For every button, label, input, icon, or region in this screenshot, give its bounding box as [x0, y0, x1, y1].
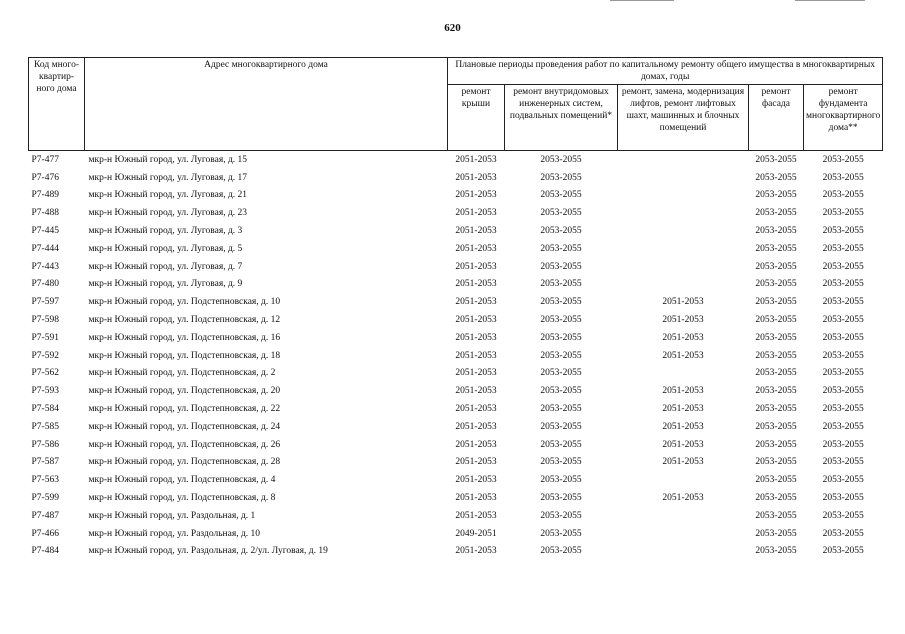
table-row — [29, 525, 883, 543]
cell-foundation: 2053-2055 — [822, 510, 864, 521]
cell-foundation: 2053-2055 — [822, 350, 864, 361]
cell-roof: 2051-2053 — [455, 350, 497, 361]
cell-address: мкр-н Южный город, ул. Подстепновская, д. 2 — [88, 368, 276, 379]
cell-address: мкр-н Южный город, ул. Раздольная, д. 10 — [88, 528, 261, 539]
cell-facade: 2053-2055 — [755, 386, 797, 397]
cell-roof: 2051-2053 — [455, 315, 497, 326]
cell-facade: 2053-2055 — [755, 510, 797, 521]
table-row — [29, 382, 883, 400]
cell-foundation: 2053-2055 — [822, 332, 864, 343]
cell-foundation: 2053-2055 — [822, 261, 864, 272]
cell-code: Р7-592 — [31, 350, 59, 361]
cell-lifts — [618, 507, 749, 525]
cell-address: мкр-н Южный город, ул. Луговая, д. 15 — [88, 154, 248, 165]
cell-facade: 2053-2055 — [755, 457, 797, 468]
cell-facade: 2053-2055 — [755, 208, 797, 219]
cell-facade: 2053-2055 — [755, 475, 797, 486]
cell-lifts: 2051-2053 — [662, 404, 704, 415]
cell-facade: 2053-2055 — [755, 528, 797, 539]
cell-facade: 2053-2055 — [755, 261, 797, 272]
cell-lifts — [618, 365, 749, 383]
cell-facade: 2053-2055 — [755, 172, 797, 183]
cell-facade: 2053-2055 — [755, 421, 797, 432]
table-row — [29, 276, 883, 294]
cell-lifts: 2051-2053 — [662, 421, 704, 432]
cell-code: Р7-480 — [31, 279, 59, 290]
table-row — [29, 187, 883, 205]
cell-facade: 2053-2055 — [755, 279, 797, 290]
cell-systems: 2053-2055 — [540, 279, 582, 290]
cell-roof: 2051-2053 — [455, 546, 497, 557]
cell-systems: 2053-2055 — [540, 457, 582, 468]
cell-address: мкр-н Южный город, ул. Раздольная, д. 2/ул. Луговая, д. 19 — [88, 546, 328, 557]
cell-systems: 2053-2055 — [540, 421, 582, 432]
cell-systems: 2053-2055 — [540, 404, 582, 415]
cell-address: мкр-н Южный город, ул. Подстепновская, д. 4 — [88, 475, 276, 486]
cell-facade: 2053-2055 — [755, 243, 797, 254]
cell-facade: 2053-2055 — [755, 154, 797, 165]
cell-roof: 2051-2053 — [455, 457, 497, 468]
cell-code: Р7-597 — [31, 297, 59, 308]
header-roof: ремонт крыши — [448, 85, 505, 151]
cell-foundation: 2053-2055 — [822, 154, 864, 165]
cell-foundation: 2053-2055 — [822, 493, 864, 504]
cell-foundation: 2053-2055 — [822, 315, 864, 326]
cell-foundation: 2053-2055 — [822, 421, 864, 432]
cell-lifts: 2051-2053 — [662, 386, 704, 397]
cell-code: Р7-563 — [31, 475, 59, 486]
cell-address: мкр-н Южный город, ул. Подстепновская, д. 26 — [88, 439, 281, 450]
cell-facade: 2053-2055 — [755, 190, 797, 201]
page-number: 620 — [444, 22, 461, 34]
cell-roof: 2051-2053 — [455, 475, 497, 486]
cell-code: Р7-484 — [31, 546, 59, 557]
table-row — [29, 222, 883, 240]
scan-artifact-line — [610, 0, 674, 1]
cell-roof: 2051-2053 — [455, 493, 497, 504]
cell-address: мкр-н Южный город, ул. Луговая, д. 23 — [88, 208, 248, 219]
cell-systems: 2053-2055 — [540, 261, 582, 272]
cell-lifts: 2051-2053 — [662, 297, 704, 308]
cell-code: Р7-562 — [31, 368, 59, 379]
cell-address: мкр-н Южный город, ул. Луговая, д. 3 — [88, 226, 243, 237]
table-row — [29, 204, 883, 222]
cell-lifts — [618, 151, 749, 169]
cell-code: Р7-593 — [31, 386, 59, 397]
cell-code: Р7-489 — [31, 190, 59, 201]
header-foundation: ремонт фундамента многоквартирного дома** — [804, 85, 883, 151]
cell-systems: 2053-2055 — [540, 190, 582, 201]
cell-facade: 2053-2055 — [755, 350, 797, 361]
cell-roof: 2051-2053 — [455, 297, 497, 308]
table-row — [29, 240, 883, 258]
cell-lifts — [618, 471, 749, 489]
cell-code: Р7-477 — [31, 154, 59, 165]
cell-systems: 2053-2055 — [540, 386, 582, 397]
cell-code: Р7-586 — [31, 439, 59, 450]
cell-facade: 2053-2055 — [755, 332, 797, 343]
cell-roof: 2051-2053 — [455, 279, 497, 290]
cell-address: мкр-н Южный город, ул. Подстепновская, д. 28 — [88, 457, 281, 468]
table-row — [29, 258, 883, 276]
cell-foundation: 2053-2055 — [822, 457, 864, 468]
cell-systems: 2053-2055 — [540, 546, 582, 557]
cell-roof: 2051-2053 — [455, 421, 497, 432]
cell-code: Р7-598 — [31, 315, 59, 326]
cell-address: мкр-н Южный город, ул. Подстепновская, д. 20 — [88, 386, 281, 397]
cell-systems: 2053-2055 — [540, 368, 582, 379]
table-row — [29, 293, 883, 311]
cell-facade: 2053-2055 — [755, 493, 797, 504]
cell-systems: 2053-2055 — [540, 297, 582, 308]
cell-address: мкр-н Южный город, ул. Подстепновская, д. 22 — [88, 404, 281, 415]
cell-code: Р7-488 — [31, 208, 59, 219]
table-row — [29, 489, 883, 507]
cell-foundation: 2053-2055 — [822, 226, 864, 237]
cell-roof: 2051-2053 — [455, 208, 497, 219]
cell-foundation: 2053-2055 — [822, 404, 864, 415]
cell-roof: 2051-2053 — [455, 190, 497, 201]
cell-roof: 2051-2053 — [455, 332, 497, 343]
table-row — [29, 329, 883, 347]
cell-address: мкр-н Южный город, ул. Подстепновская, д. 18 — [88, 350, 281, 361]
cell-foundation: 2053-2055 — [822, 297, 864, 308]
table-row — [29, 169, 883, 187]
table-row — [29, 454, 883, 472]
cell-lifts: 2051-2053 — [662, 439, 704, 450]
cell-lifts: 2051-2053 — [662, 350, 704, 361]
cell-foundation: 2053-2055 — [822, 439, 864, 450]
cell-systems: 2053-2055 — [540, 510, 582, 521]
cell-address: мкр-н Южный город, ул. Подстепновская, д. 24 — [88, 421, 281, 432]
cell-facade: 2053-2055 — [755, 226, 797, 237]
cell-lifts — [618, 276, 749, 294]
cell-systems: 2053-2055 — [540, 243, 582, 254]
cell-foundation: 2053-2055 — [822, 528, 864, 539]
cell-foundation: 2053-2055 — [822, 546, 864, 557]
cell-address: мкр-н Южный город, ул. Подстепновская, д. 16 — [88, 332, 281, 343]
cell-systems: 2053-2055 — [540, 154, 582, 165]
cell-code: Р7-599 — [31, 493, 59, 504]
cell-lifts — [618, 187, 749, 205]
cell-facade: 2053-2055 — [755, 439, 797, 450]
cell-lifts — [618, 204, 749, 222]
cell-lifts: 2051-2053 — [662, 493, 704, 504]
cell-code: Р7-445 — [31, 226, 59, 237]
table-row — [29, 471, 883, 489]
cell-roof: 2051-2053 — [455, 368, 497, 379]
cell-facade: 2053-2055 — [755, 315, 797, 326]
cell-lifts — [618, 543, 749, 561]
cell-facade: 2053-2055 — [755, 297, 797, 308]
cell-roof: 2051-2053 — [455, 261, 497, 272]
cell-roof: 2051-2053 — [455, 386, 497, 397]
cell-code: Р7-443 — [31, 261, 59, 272]
cell-lifts — [618, 169, 749, 187]
cell-code: Р7-587 — [31, 457, 59, 468]
cell-roof: 2051-2053 — [455, 439, 497, 450]
cell-systems: 2053-2055 — [540, 528, 582, 539]
cell-address: мкр-н Южный город, ул. Луговая, д. 21 — [88, 190, 248, 201]
cell-address: мкр-н Южный город, ул. Луговая, д. 5 — [88, 243, 243, 254]
cell-address: мкр-н Южный город, ул. Подстепновская, д. 10 — [88, 297, 281, 308]
cell-address: мкр-н Южный город, ул. Луговая, д. 9 — [88, 279, 243, 290]
cell-lifts — [618, 222, 749, 240]
scan-artifact-line — [795, 0, 865, 1]
cell-code: Р7-487 — [31, 510, 59, 521]
cell-systems: 2053-2055 — [540, 172, 582, 183]
cell-roof: 2051-2053 — [455, 510, 497, 521]
cell-foundation: 2053-2055 — [822, 368, 864, 379]
table-row — [29, 311, 883, 329]
cell-facade: 2053-2055 — [755, 368, 797, 379]
header-periods-group: Плановые периоды проведения работ по капитальному ремонту общего имущества в многоквартирных домах, годы — [448, 58, 883, 85]
cell-systems: 2053-2055 — [540, 315, 582, 326]
cell-systems: 2053-2055 — [540, 350, 582, 361]
cell-code: Р7-476 — [31, 172, 59, 183]
cell-foundation: 2053-2055 — [822, 208, 864, 219]
cell-systems: 2053-2055 — [540, 475, 582, 486]
cell-lifts — [618, 240, 749, 258]
repair-schedule-table — [28, 57, 883, 560]
cell-systems: 2053-2055 — [540, 439, 582, 450]
cell-roof: 2051-2053 — [455, 226, 497, 237]
table-body — [29, 151, 883, 561]
cell-lifts — [618, 258, 749, 276]
cell-code: Р7-466 — [31, 528, 59, 539]
cell-code: Р7-584 — [31, 404, 59, 415]
cell-address: мкр-н Южный город, ул. Подстепновская, д. 8 — [88, 493, 276, 504]
cell-address: мкр-н Южный город, ул. Луговая, д. 7 — [88, 261, 243, 272]
header-facade: ремонт фасада — [749, 85, 804, 151]
cell-lifts: 2051-2053 — [662, 457, 704, 468]
cell-facade: 2053-2055 — [755, 546, 797, 557]
cell-roof: 2049-2051 — [455, 528, 497, 539]
cell-roof: 2051-2053 — [455, 404, 497, 415]
cell-facade: 2053-2055 — [755, 404, 797, 415]
cell-code: Р7-444 — [31, 243, 59, 254]
cell-foundation: 2053-2055 — [822, 243, 864, 254]
cell-lifts: 2051-2053 — [662, 332, 704, 343]
table-row — [29, 151, 883, 169]
cell-systems: 2053-2055 — [540, 332, 582, 343]
cell-foundation: 2053-2055 — [822, 386, 864, 397]
table-row — [29, 347, 883, 365]
cell-code: Р7-585 — [31, 421, 59, 432]
header-lifts: ремонт, замена, модернизация лифтов, ремонт лифтовых шахт, машинных и блочных помещений — [618, 85, 749, 151]
cell-roof: 2051-2053 — [455, 154, 497, 165]
cell-systems: 2053-2055 — [540, 208, 582, 219]
cell-lifts: 2051-2053 — [662, 315, 704, 326]
cell-systems: 2053-2055 — [540, 493, 582, 504]
table-row — [29, 507, 883, 525]
cell-code: Р7-591 — [31, 332, 59, 343]
cell-address: мкр-н Южный город, ул. Раздольная, д. 1 — [88, 510, 256, 521]
cell-roof: 2051-2053 — [455, 243, 497, 254]
table-row — [29, 436, 883, 454]
cell-foundation: 2053-2055 — [822, 190, 864, 201]
table-row — [29, 418, 883, 436]
cell-lifts — [618, 525, 749, 543]
table-row — [29, 365, 883, 383]
header-address: Адрес многоквартирного дома — [85, 58, 448, 151]
cell-foundation: 2053-2055 — [822, 279, 864, 290]
cell-systems: 2053-2055 — [540, 226, 582, 237]
table-row — [29, 543, 883, 561]
cell-address: мкр-н Южный город, ул. Луговая, д. 17 — [88, 172, 248, 183]
cell-address: мкр-н Южный город, ул. Подстепновская, д. 12 — [88, 315, 281, 326]
table-row — [29, 400, 883, 418]
cell-foundation: 2053-2055 — [822, 172, 864, 183]
cell-foundation: 2053-2055 — [822, 475, 864, 486]
header-code: Код много-квартир-ного дома — [29, 58, 85, 151]
cell-roof: 2051-2053 — [455, 172, 497, 183]
header-systems: ремонт внутридомовых инженерных систем, подвальных помещений* — [505, 85, 618, 151]
